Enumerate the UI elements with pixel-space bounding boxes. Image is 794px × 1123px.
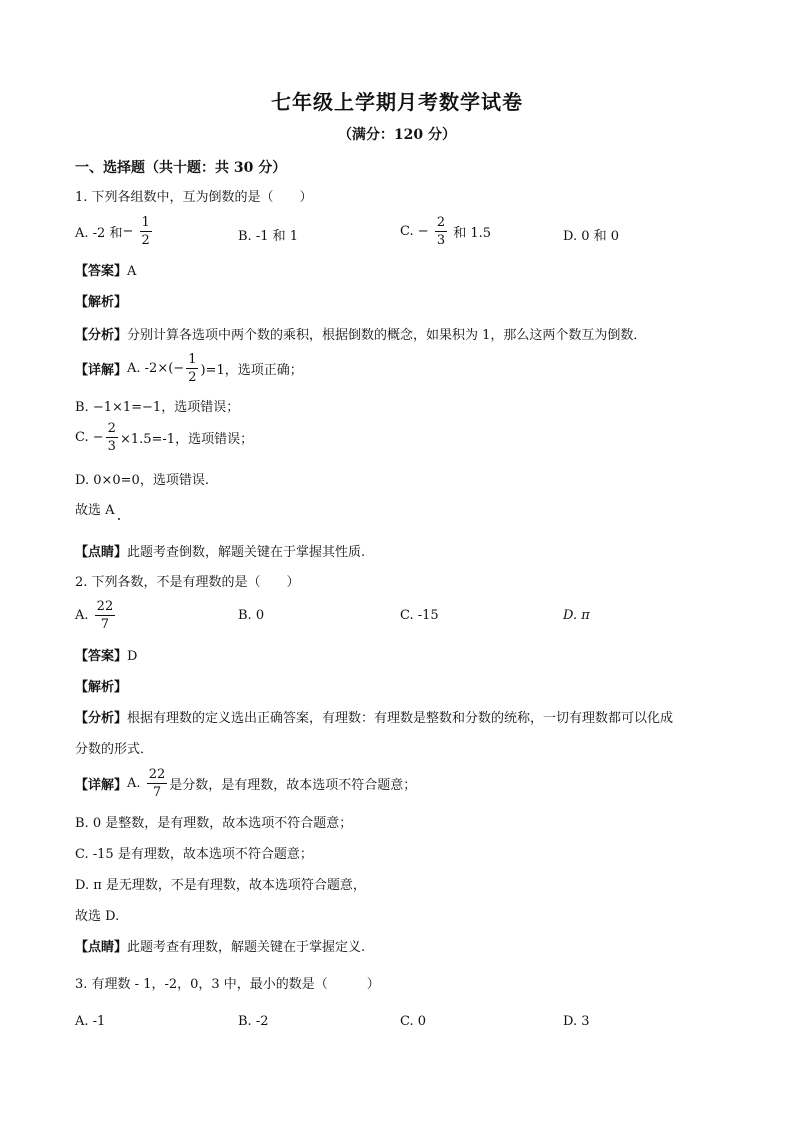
detail-tag: 【详解】 (75, 778, 128, 793)
q1-answer (75, 260, 136, 279)
q2-option-d: D. π (563, 608, 590, 623)
q1-option-a-prefix: A. -2 和 (75, 226, 123, 241)
q3-option-b: B. -2 (238, 1014, 269, 1029)
q1-option-b: B. -1 和 1 (238, 229, 299, 244)
detail-pre: A. -2×(− (127, 361, 185, 376)
q1-stem: 1. 下列各组数中，互为倒数的是（ ） (75, 190, 313, 205)
fraction-denominator: 2 (188, 370, 197, 385)
comment-text: 此题考查倒数，解题关键在于掌握其性质. (127, 545, 366, 560)
line-c-sign: − (92, 430, 104, 445)
q3-option-c: C. 0 (400, 1014, 427, 1029)
detail-pre: A. (127, 776, 141, 791)
q3-stem: 3. 有理数 - 1，-2，0，3 中，最小的数是（ ） (75, 977, 380, 992)
fenxi-text: 根据有理数的定义选出正确答案，有理数：有理数是整数和分数的统称，一切有理数都可以化成 (127, 711, 674, 726)
fraction-numerator: 2 (107, 421, 116, 436)
detail-post: 是分数，是有理数，故本选项不符合题意； (169, 778, 417, 793)
q2-comment (75, 936, 365, 955)
q2-detail (75, 766, 416, 801)
answer-value: D (127, 649, 138, 664)
q2-line-d: D. π 是无理数，不是有理数，故本选项符合题意， (75, 878, 366, 893)
q2-option-a-prefix: A. (75, 608, 89, 623)
fraction-numerator: 1 (188, 352, 197, 367)
line-c-post: ×1.5=-1，选项错误； (119, 432, 254, 447)
q2-fenxi (75, 707, 673, 726)
section-heading: 一、选择题（共十题：共 30 分） (75, 160, 287, 176)
q1-analysis-tag: 【解析】 (75, 295, 128, 310)
detail-fraction (147, 766, 168, 801)
fraction-numerator: 2 (436, 215, 446, 230)
detail-post: )=1，选项正确； (200, 363, 303, 378)
q1-line-c (75, 420, 253, 455)
detail-tag: 【详解】 (75, 363, 128, 378)
fraction-denominator: 3 (107, 439, 116, 454)
q1-option-a (75, 214, 154, 249)
page-subtitle: （满分：120 分） (337, 127, 457, 143)
q1-option-c (400, 214, 491, 249)
q1-option-a-fraction (140, 214, 152, 249)
q2-option-c: C. -15 (400, 608, 439, 623)
q2-line-b: B. 0 是整数，是有理数，故本选项不符合题意； (75, 816, 353, 831)
q1-option-c-fraction (435, 214, 447, 249)
q1-fenxi (75, 324, 646, 343)
answer-tag: 【答案】 (75, 649, 128, 664)
q1-option-c-prefix: C. (400, 224, 414, 239)
q2-option-a (75, 598, 117, 633)
comment-text: 此题考查有理数，解题关键在于掌握定义. (127, 940, 366, 955)
q2-option-b: B. 0 (238, 608, 265, 623)
q3-option-a: A. -1 (75, 1014, 106, 1029)
q2-option-a-fraction (95, 598, 116, 633)
q1-detail (75, 351, 303, 386)
line-c-prefix: C. (75, 430, 89, 445)
q2-analysis-tag: 【解析】 (75, 680, 128, 695)
answer-value: A (127, 264, 137, 279)
line-c-fraction (106, 420, 118, 455)
fraction-denominator: 7 (100, 617, 110, 632)
q1-line-d: D. 0×0=0，选项错误. (75, 473, 209, 488)
fenxi-text: 分别计算各选项中两个数的乘积，根据倒数的概念，如果积为 1，那么这两个数互为倒数． (127, 328, 647, 343)
q1-choose: 故选 A (75, 503, 115, 518)
q2-line-c: C. -15 是有理数，故本选项不符合题意； (75, 847, 313, 862)
q1-option-c-sign: − (417, 224, 429, 239)
answer-tag: 【答案】 (75, 264, 128, 279)
comment-tag: 【点睛】 (75, 545, 128, 560)
fraction-numerator: 22 (148, 767, 166, 782)
q3-option-d: D. 3 (563, 1014, 590, 1029)
q1-comment (75, 541, 365, 560)
q2-choose: 故选 D. (75, 909, 120, 924)
fraction-numerator: 1 (141, 215, 150, 230)
comment-tag: 【点睛】 (75, 940, 128, 955)
fraction-denominator: 7 (152, 785, 162, 800)
q1-line-b: B. −1×1=−1，选项错误； (75, 400, 240, 415)
q1-option-d: D. 0 和 0 (563, 229, 620, 244)
fraction-numerator: 22 (96, 599, 114, 614)
detail-fraction (186, 351, 198, 386)
fraction-denominator: 2 (141, 233, 150, 248)
stray-dot (118, 518, 120, 520)
page-title: 七年级上学期月考数学试卷 (271, 90, 523, 114)
q1-option-c-suffix: 和 1.5 (453, 226, 492, 241)
q2-stem: 2. 下列各数，不是有理数的是（ ） (75, 575, 300, 590)
fenxi-tag: 【分析】 (75, 711, 128, 726)
fenxi-tag: 【分析】 (75, 328, 128, 343)
fraction-denominator: 3 (436, 233, 446, 248)
q1-option-a-sign: − (122, 224, 134, 239)
q2-fenxi-cont: 分数的形式． (75, 742, 154, 757)
q2-answer (75, 645, 137, 664)
